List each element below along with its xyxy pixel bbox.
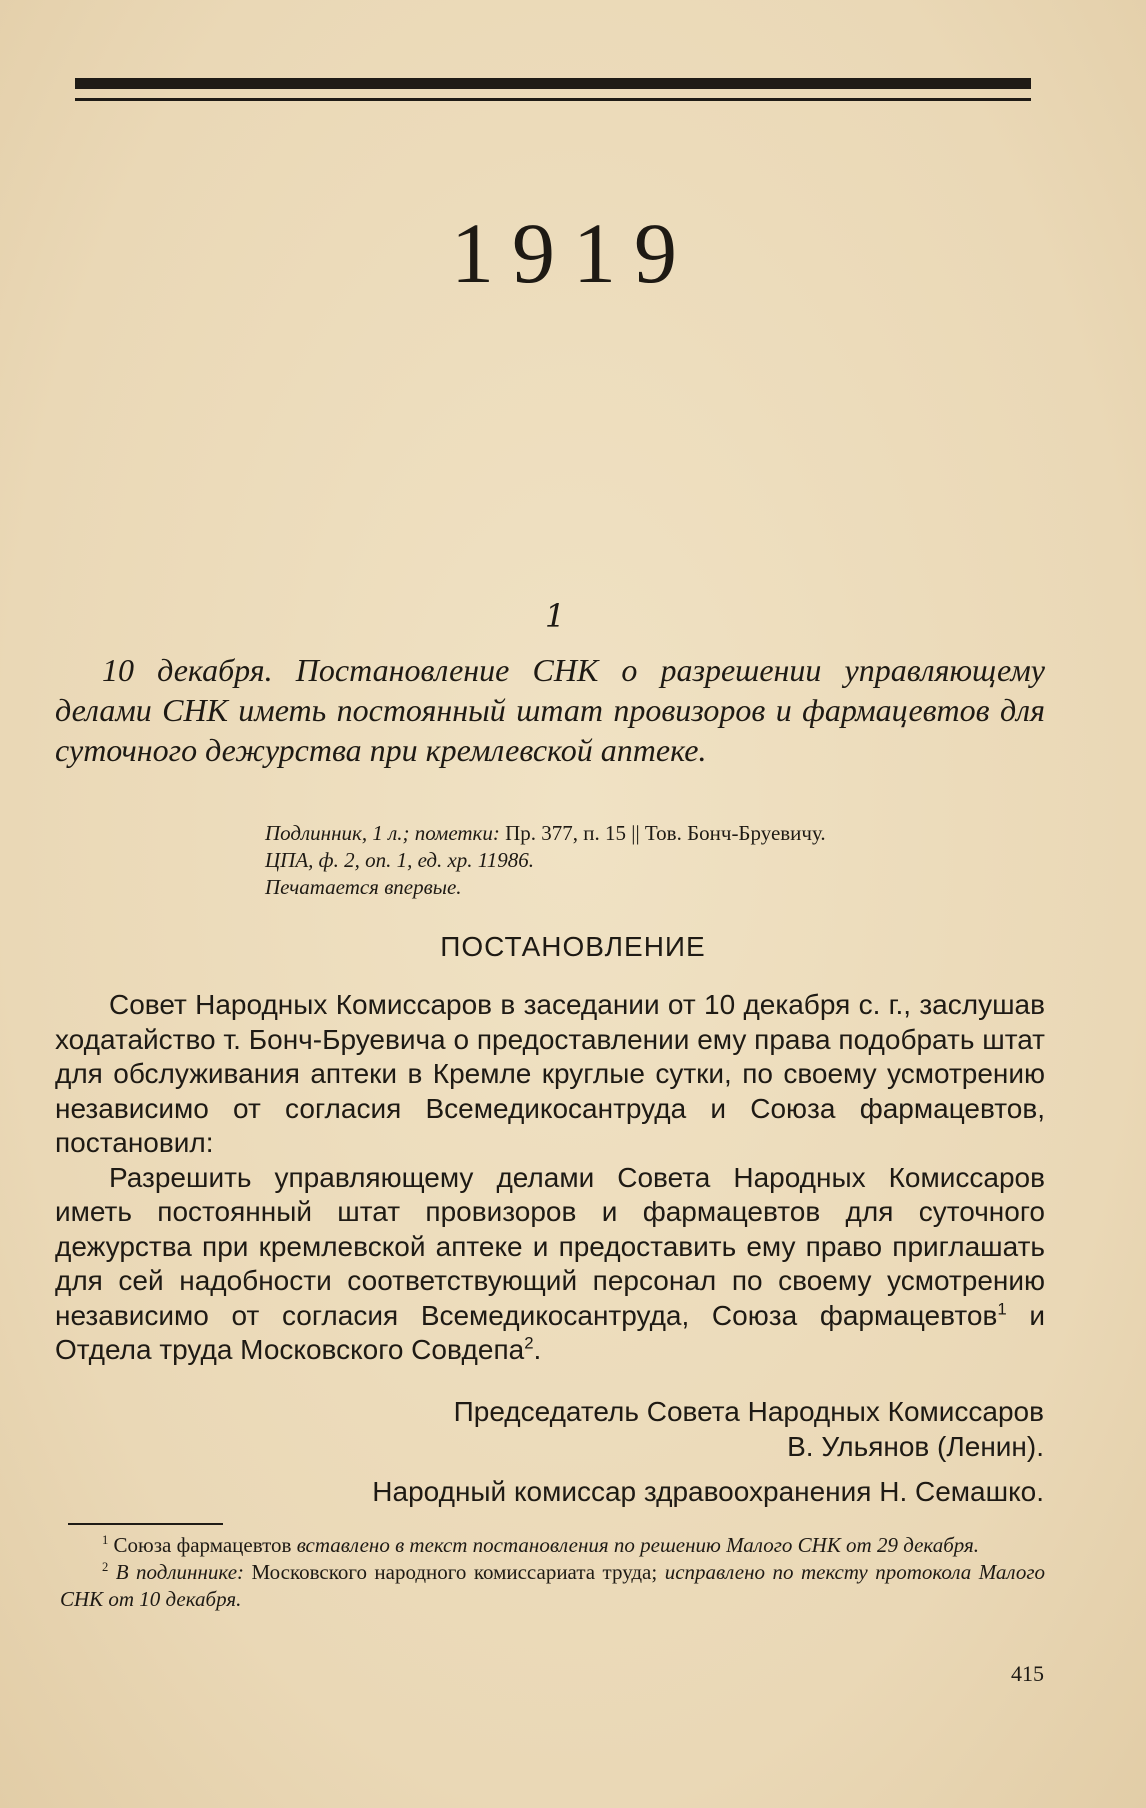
- footnote-2-text: Московского народного комиссариата труда;: [251, 1560, 658, 1584]
- decree-paragraph-1: Совет Народных Комиссаров в заседании от 10 декабря с. г., заслушав ходатайство т. Бонч-Бруевича о предоставлении ему права подобрать штат для обслуживания аптеки в Кремле круглые сутки, по своему усмотрению независимо от согласия Всемедикосантруда и Союза фармацевтов, постановил:: [55, 989, 1045, 1158]
- document-title: [55, 650, 1045, 770]
- footnote-1-number: 1: [102, 1533, 109, 1547]
- footnote-1-note: вставлено в текст постановления по решению Малого СНК от 29 декабря.: [296, 1533, 979, 1557]
- signature-commissar: Народный комиссар здравоохранения Н. Семашко.: [372, 1476, 1044, 1507]
- source-original-label: Подлинник, 1 л.; пометки:: [265, 821, 500, 845]
- footnote-2-note: исправлено по тексту протокола Малого СНК от 10 декабря.: [60, 1560, 1046, 1611]
- source-publication: Печатается впервые.: [265, 875, 462, 899]
- document-number: 1: [544, 597, 566, 635]
- source-archive: ЦПА, ф. 2, оп. 1, ед. хр. 11986.: [265, 848, 535, 872]
- footnote-2-number: 2: [102, 1560, 109, 1574]
- source-note: [265, 820, 1045, 901]
- footnote-2: [60, 1559, 1045, 1613]
- footnote-ref-1: 1: [997, 1299, 1007, 1319]
- decree-paragraph-2-end: .: [533, 1334, 542, 1365]
- decree-paragraph-2-text-a: Разрешить управляющему делами Совета Народных Комиссаров иметь постоянный штат провизоров и фармацевтов для суточного дежурства при кремлевской аптеке и предоставить ему право приглашать для сей надобности соответствующий персонал по своему усмотрению независимо от согласия Всемедикосантруда, Союза фармацевтов: [55, 1161, 1045, 1331]
- year-heading: 1919: [451, 205, 695, 301]
- signature-chair-title: Председатель Совета Народных Комиссаров: [453, 1396, 1044, 1427]
- signature-chair-name: В. Ульянов (Ленин).: [787, 1431, 1044, 1462]
- header-rule-thin: [75, 98, 1031, 101]
- decree-body: [55, 988, 1045, 1368]
- document-title-text: 10 декабря. Постановление СНК о разрешении управляющему делами СНК иметь постоянный штат провизоров и фармацевтов для суточного дежурства при кремлевской аптеке.: [55, 652, 1045, 768]
- footnote-1: [60, 1532, 1045, 1559]
- footnote-rule: [68, 1523, 223, 1525]
- decree-paragraph-2: [55, 1161, 1045, 1368]
- source-original-marks: Пр. 377, п. 15 || Тов. Бонч-Бруевичу.: [505, 821, 826, 845]
- footnotes: [60, 1532, 1045, 1613]
- decree-heading: ПОСТАНОВЛЕНИЕ: [440, 931, 706, 962]
- header-rule-thick: [75, 78, 1031, 89]
- footnote-1-text: Союза фармацевтов: [113, 1533, 292, 1557]
- footnote-2-label: В подлиннике:: [115, 1560, 245, 1584]
- page-number: 415: [1011, 1661, 1044, 1686]
- source-original: [265, 820, 1045, 847]
- footnote-ref-2: 2: [524, 1333, 534, 1353]
- decree-paragraph-2-text-b: и Отдела труда Московского Совдепа: [55, 1299, 1046, 1365]
